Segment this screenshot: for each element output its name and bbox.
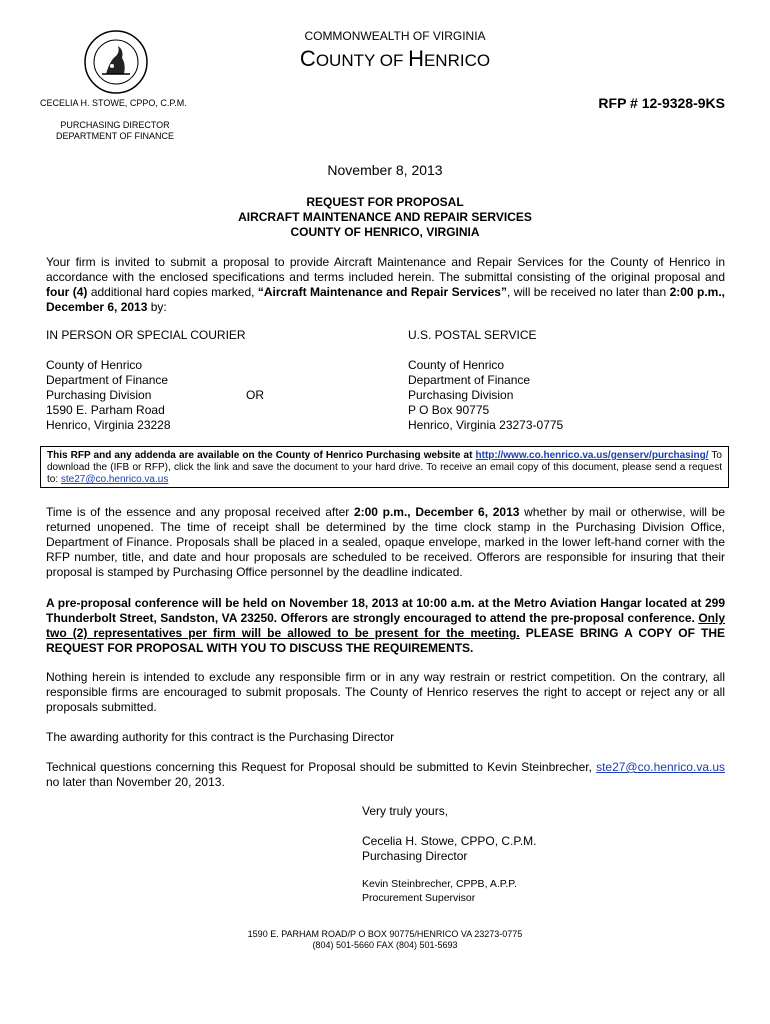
state-heading: COMMONWEALTH OF VIRGINIA xyxy=(304,29,486,43)
postal-heading: U.S. POSTAL SERVICE xyxy=(408,328,537,342)
conference-paragraph: A pre-proposal conference will be held on November 18, 2013 at 10:00 a.m. at the Metro Aviation Hangar located at 299 Thunderbolt Street, Sandston, VA 23250. Offerors are strongly encouraged to attend the pre-proposal conference. Only two (2) representatives per firm will be allowed to be present for the meeting. PLEASE BRING A COPY OF THE REQUEST FOR PROPOSAL WITH YOU TO DISCUSS THE REQUIREMENTS. xyxy=(46,596,726,655)
courier-heading: IN PERSON OR SPECIAL COURIER xyxy=(46,328,246,342)
page-footer: 1590 E. PARHAM ROAD/P O BOX 90775/HENRICO VA 23273-0775 (804) 501-5660 FAX (804) 501-5693 xyxy=(247,929,523,950)
postal-address: County of Henrico Department of Finance Purchasing Division P O Box 90775 Henrico, Virginia 23273-0775 xyxy=(408,358,564,432)
signatory-1: Cecelia H. Stowe, CPPO, C.P.M. Purchasing Director xyxy=(362,834,537,863)
purchasing-website-link[interactable]: http://www.co.henrico.va.us/genserv/purchasing/ xyxy=(475,450,709,461)
or-separator: OR xyxy=(246,388,264,402)
document-title: REQUEST FOR PROPOSAL AIRCRAFT MAINTENANCE AND REPAIR SERVICES COUNTY OF HENRICO, VIRGINIA xyxy=(238,195,532,239)
signatory-2: Kevin Steinbrecher, CPPB, A.P.P. Procurement Supervisor xyxy=(362,878,517,904)
salutation: Very truly yours, xyxy=(362,804,449,818)
courier-address: County of Henrico Department of Finance Purchasing Division 1590 E. Parham Road Henrico, Virginia 23228 xyxy=(46,358,171,432)
awarding-paragraph: The awarding authority for this contract is the Purchasing Director xyxy=(46,730,395,744)
essence-paragraph: Time is of the essence and any proposal received after 2:00 p.m., December 6, 2013 whether by mail or otherwise, will be returned unopened. The time of receipt shall be determined by the time clock stamp in the Purchasing Division Office, Department of Finance. Proposals shall be placed in a sealed, opaque envelope, marked in the lower left-hand corner with the RFP number, title, and date and hour proposals are scheduled to be received. Offerors are responsible for insuring that their proposal is stamped by Purchasing Office personnel by the deadline indicated. xyxy=(46,505,726,579)
technical-paragraph: Technical questions concerning this Request for Proposal should be submitted to Kevin Steinbrecher, ste27@co.henrico.va.us no later than November 20, 2013. xyxy=(46,760,725,789)
letter-date: November 8, 2013 xyxy=(327,162,443,178)
sender-name: CECELIA H. STOWE, CPPO, C.P.M. xyxy=(40,98,187,108)
notice-email-link[interactable]: ste27@co.henrico.va.us xyxy=(60,474,169,485)
competition-paragraph: Nothing herein is intended to exclude any responsible firm or in any way restrain or restrict competition. On the contrary, all responsible firms are encouraged to submit proposals. The County of Henrico reserves the right to accept or reject any or all proposals submitted. xyxy=(46,670,725,714)
website-notice-box: This RFP and any addenda are available on the County of Henrico Purchasing website at http://www.co.henrico.va.us/genserv/purchasing/ To download the (IFB or RFP), click the link and save the document to your hard drive. To receive an email copy of this document, please send a request to: ste27@co.henrico.va.us xyxy=(40,446,729,488)
intro-paragraph: Your firm is invited to submit a proposal to provide Aircraft Maintenance and Repair Services for the County of Henrico in accordance with the enclosed specifications and terms included herein. The submittal consisting of the original proposal and four (4) additional hard copies marked, “Aircraft Maintenance and Repair Services”, will be received no later than 2:00 p.m., December 6, 2013 by: xyxy=(46,255,726,314)
sender-titles: PURCHASING DIRECTOR DEPARTMENT OF FINANCE xyxy=(55,120,174,141)
county-heading: COUNTY OF HENRICO xyxy=(299,46,491,71)
rfp-number: RFP # 12-9328-9KS xyxy=(598,95,725,111)
technical-email-link[interactable]: ste27@co.henrico.va.us xyxy=(596,760,725,774)
